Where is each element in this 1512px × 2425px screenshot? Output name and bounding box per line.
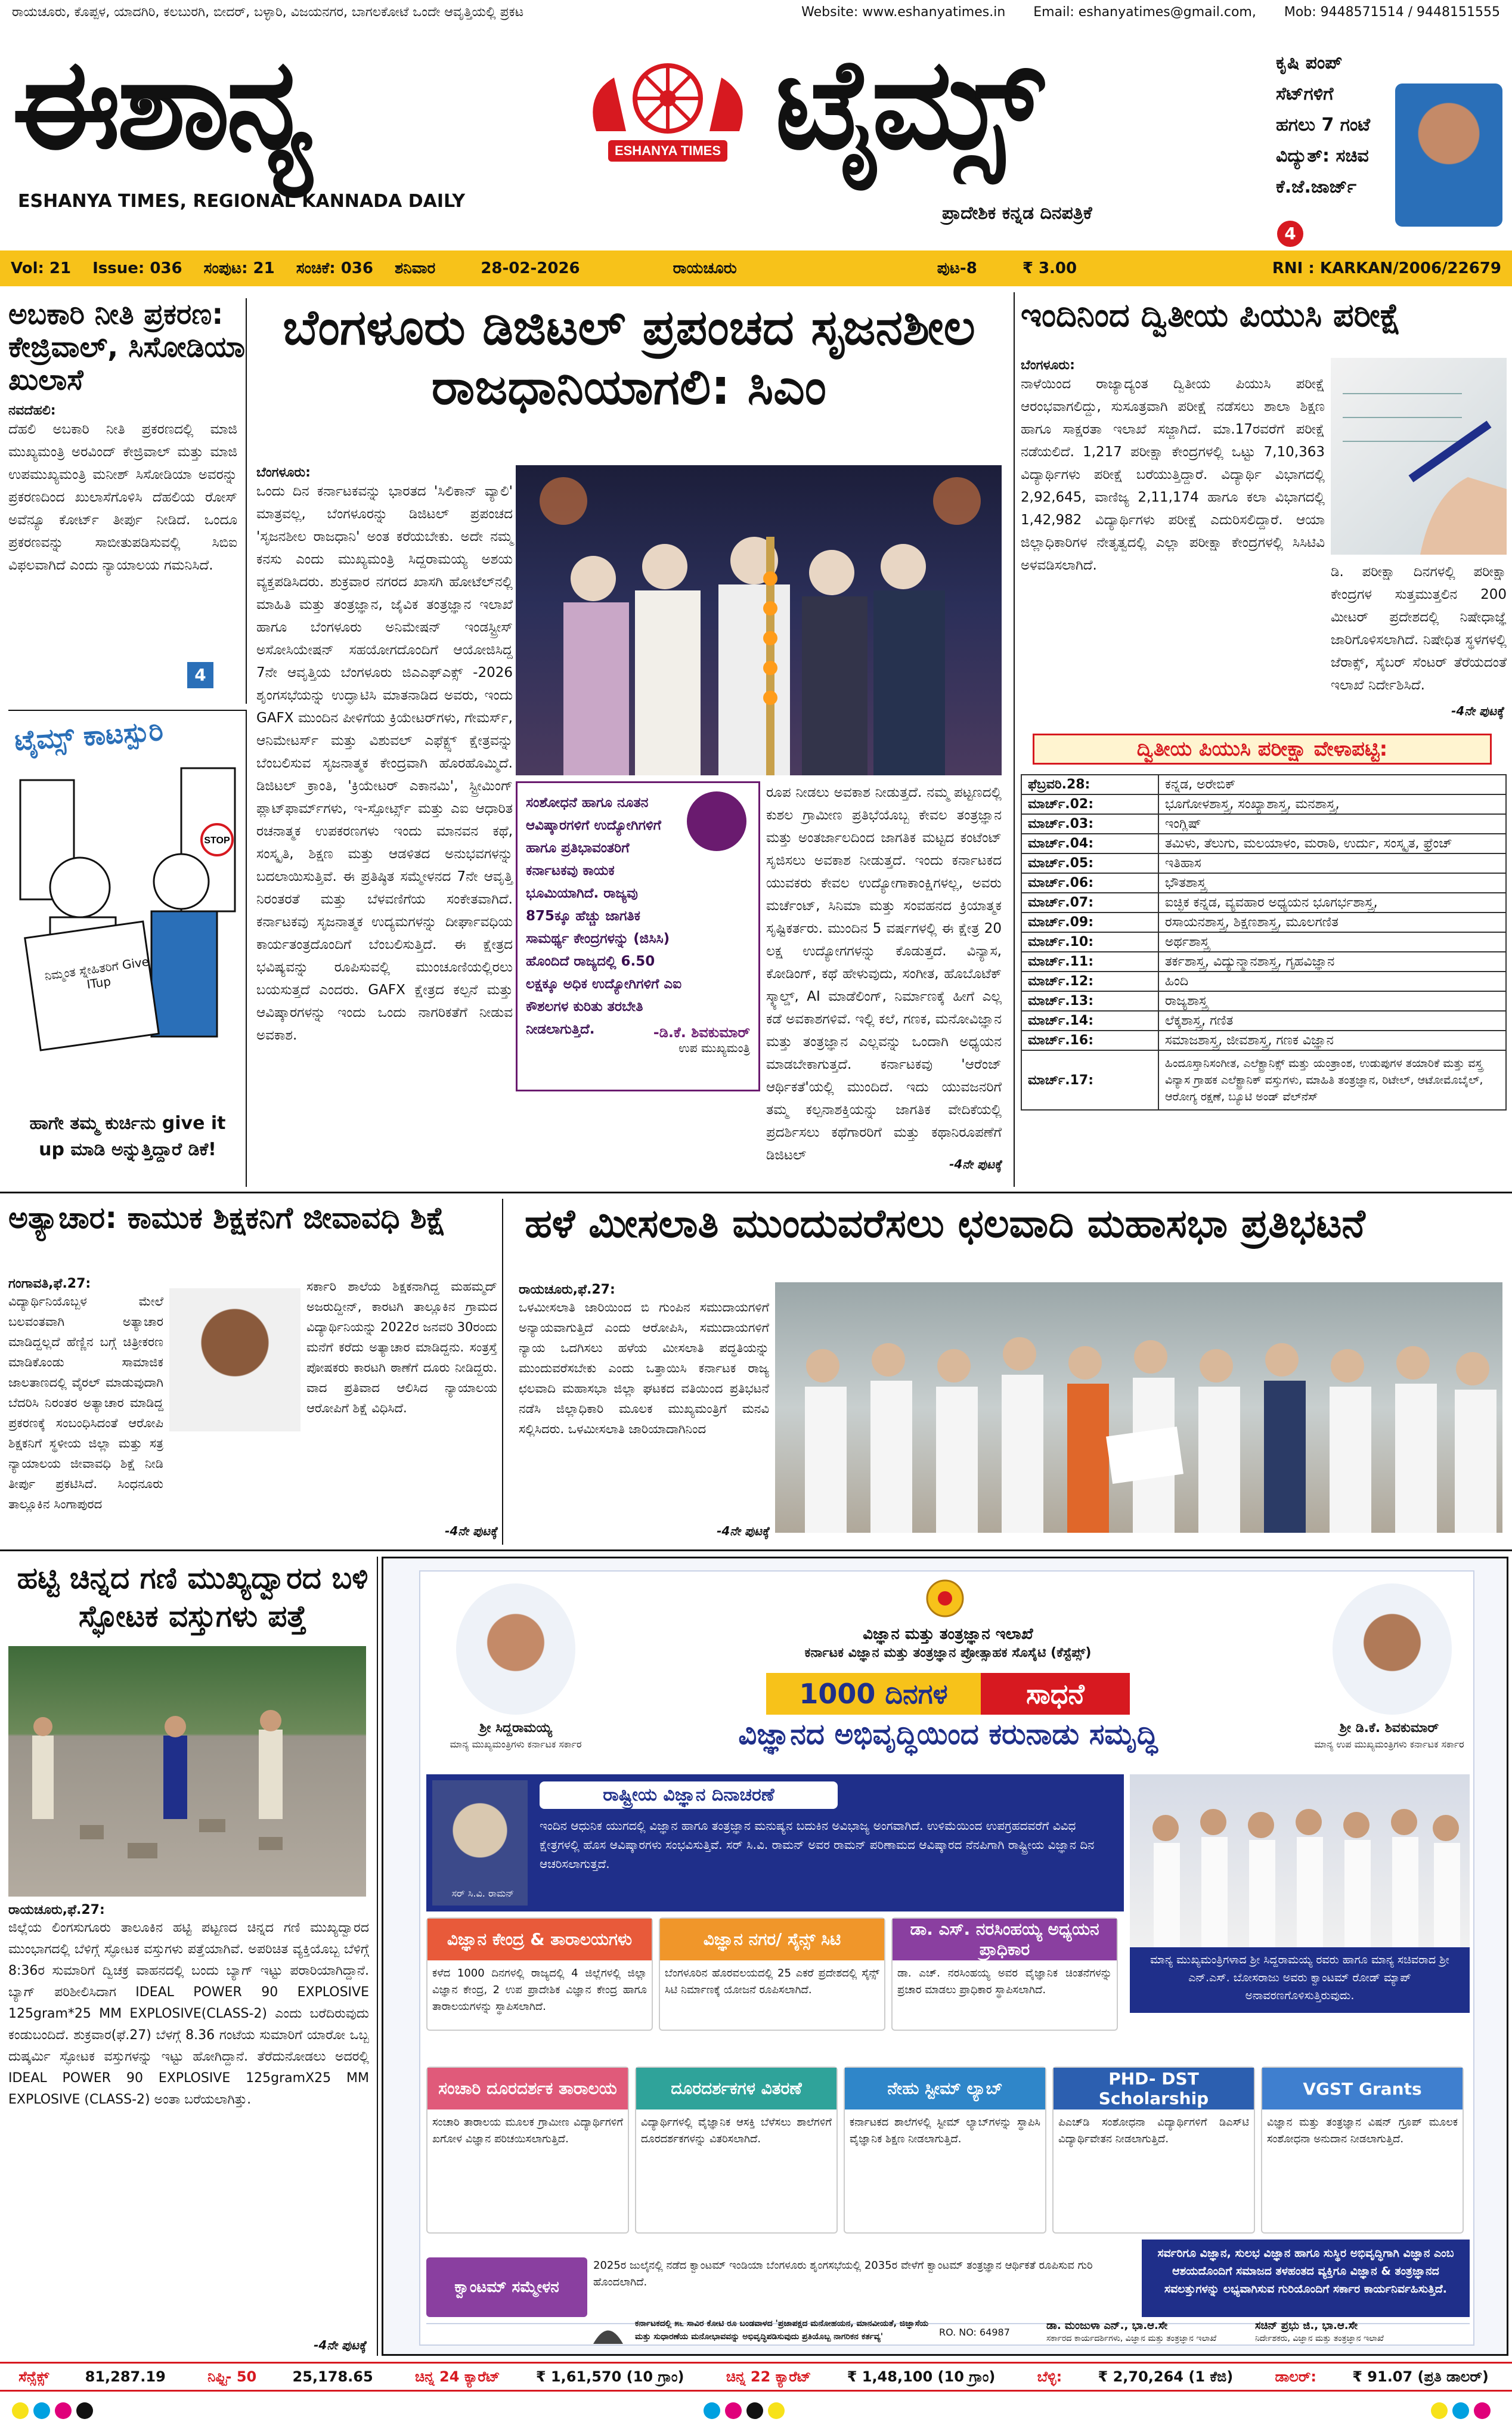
- timetable-row: [1021, 834, 1506, 853]
- rni-text: RNI : KARKAN/2006/22679: [1262, 259, 1512, 277]
- cartoon-title: ಟೈಮ್ಸ್ ಕಾಟಸ್ಪುರಿ: [13, 714, 165, 757]
- ad-frame: [419, 1570, 1474, 2346]
- protest-headline[interactable]: ಹಳೆ ಮೀಸಲಾತಿ ಮುಂದುವರೆಸಲು ಛಲವಾದಿ ಮಹಾಸಭಾ ಪ್ರತಿಭಟನೆ: [525, 1201, 1365, 1246]
- signatory-1-role: ಸರ್ಕಾರದ ಕಾರ್ಯದರ್ಶಿಗಳು, ವಿಜ್ಞಾನ ಮತ್ತು ತಂತ್ರಜ್ಞಾನ ಇಲಾಖೆ: [1046, 2334, 1217, 2343]
- ad-card-body: ಸಂಚಾರಿ ತಾರಾಲಯ ಮೂಲಕ ಗ್ರಾಮೀಣ ವಿದ್ಯಾರ್ಥಿಗಳಿಗೆ ಖಗೋಳ ವಿಜ್ಞಾನ ಪರಿಚಯಿಸಲಾಗುತ್ತಿದೆ.: [432, 2116, 623, 2145]
- timetable-subjects: ಇತಿಹಾಸ: [1158, 853, 1506, 873]
- protest-story[interactable]: [513, 1199, 1508, 1545]
- timetable-subjects: ರಾಜ್ಯಶಾಸ್ತ್ರ: [1158, 991, 1506, 1011]
- left-story[interactable]: [8, 298, 247, 704]
- issue-info-bar: [0, 250, 1512, 286]
- timetable-subjects: ಭೂಗೋಳಶಾಸ್ತ್ರ, ಸಂಖ್ಯಾಶಾಸ್ತ್ರ, ಮನಶಾಸ್ತ್ರ,: [1158, 794, 1506, 814]
- timetable-date: ಮಾರ್ಚ್.13:: [1021, 991, 1158, 1011]
- lead-col1-body: ಒಂದು ದಿನ ಕರ್ನಾಟಕವನ್ನು ಭಾರತದ 'ಸಿಲಿಕಾನ್ ವ್ಯಾಲಿ' ಮಾತ್ರವಲ್ಲ, ಬೆಂಗಳೂರನ್ನು ಡಿಜಿಟಲ್ ಪ್ರಪಂಚದ 'ಸೃಜನಶೀಲ ರಾಜಧಾನಿ' ಅಂತ ಕರೆಯಬೇಕು. ಅದೇ ನಮ್ಮ ಕನಸು ಎಂದು ಮುಖ್ಯಮಂತ್ರಿ ಸಿದ್ದರಾಮಯ್ಯ ಅಶಯ ವ್ಯಕ್ತಪಡಿಸಿದರು. ಶುಕ್ರವಾರ ನಗರದ ಖಾಸಗಿ ಹೋಟೆಲ್‌ನಲ್ಲಿ ಮಾಹಿತಿ ಮತ್ತು ತಂತ್ರಜ್ಞಾನ, ಜೈವಿಕ ತಂತ್ರಜ್ಞಾನ ಇಲಾಖೆ ಹಾಗೂ ಬೆಂಗಳೂರು ಅನಿಮೇಷನ್ ಇಂಡಸ್ಟ್ರೀಸ್ ಅಸೋಸಿಯೇಷನ್ ಸಹಯೋಗದೊಂದಿಗೆ ಆಯೋಜಿಸಿದ್ದ 7ನೇ ಆವೃತ್ತಿಯ ಬೆಂಗಳೂರು ಜಿಎಎಫ್‌ಎಕ್ಸ್ -2026 ಶೃಂಗಸಭೆಯನ್ನು ಉದ್ಘಾಟಿಸಿ ಮಾತನಾಡಿದ ಅವರು, ಇಂದು GAFX ಮುಂದಿನ ಪೀಳಿಗೆಯ ಕ್ರಿಯೇಟರ್‌ಗಳು, ಗೇಮರ್ಸ್, ಆನಿಮೇಟರ್ಸ್ ಮತ್ತು ವಿಶುವಲ್ ಎಫೆಕ್ಟ್ಸ್ ಕ್ಷೇತ್ರವನ್ನು ಬೆಂಬಲಿಸುವ ಸೃಜನಾತ್ಮಕ ಕೇಂದ್ರವಾಗಿ ಹೊರಹೊಮ್ಮಿದೆ. ಡಿಜಿಟಲ್ ಕ್ರಾಂತಿ, 'ಕ್ರಿಯೇಟರ್ ಎಕಾನಮಿ', ಸ್ಟ್ರೀಮಿಂಗ್ ಪ್ಲಾಟ್‌ಫಾರ್ಮ್‌ಗಳು, ಇ-ಸ್ಪೋರ್ಟ್ಸ್ ಮತ್ತು ಎಐ ಆಧಾರಿತ ರಚನಾತ್ಮಕ ಉಪಕರಣಗಳು ಇಂದು ಮಾನವನ ಕಥೆ, ಸಂಸ್ಕೃತಿ, ಶಿಕ್ಷಣ ಮತ್ತು ಆಡಳಿತದ ಅನುಭವಗಳನ್ನು ಬದಲಾಯಿಸುತ್ತಿವೆ. ಈ ಪ್ರತಿಷ್ಠಿತ ಸಮ್ಮೇಳನದ 7ನೇ ಆವೃತ್ತಿ ನಿರಂತರತೆ ಮತ್ತು ಬೆಳವಣಿಗೆಯ ಸಂಕೇತವಾಗಿದೆ. ಕರ್ನಾಟಕವು ಸೃಜನಾತ್ಮಕ ಉದ್ಯಮಗಳನ್ನು ದೀರ್ಘಾವಧಿಯ ಕಾರ್ಯತಂತ್ರದೊಂದಿಗೆ ಬೆಂಬಲಿಸುತ್ತಿದೆ. ಈ ಕ್ಷೇತ್ರದ ಭವಿಷ್ಯವನ್ನು ರೂಪಿಸುವಲ್ಲಿ ಮುಂಚೂಣಿಯಲ್ಲಿರಲು ಬಯಸುತ್ತದೆ ಎಂದರು. GAFX ಕ್ಷೇತ್ರದ ಕಲ್ಪನೆ ಮತ್ತು ಆವಿಷ್ಕಾರಗಳನ್ನು ಇಂದು ಒಂದು ನಾಗರಿಕತೆಗೆ ನೀಡುವ ಅವಕಾಶ.: [256, 484, 513, 1043]
- registration-dot-icon: [76, 2402, 93, 2419]
- ad-card-title: ಸಂಚಾರಿ ದೂರದರ್ಶಕ ತಾರಾಲಯ: [427, 2068, 628, 2109]
- science-day-title: ರಾಷ್ಟ್ರೀಯ ವಿಜ್ಞಾನ ದಿನಾಚರಣೆ: [540, 1781, 838, 1809]
- date-text: 28-02-2026: [481, 259, 580, 277]
- top-strip: [0, 0, 1512, 24]
- lead-col-2: [766, 781, 1002, 1163]
- lead-more-link[interactable]: -4ನೇ ಪುಟಕ್ಕೆ: [949, 1157, 1002, 1171]
- market-value: ₹ 91.07 (ಪ್ರತಿ ಡಾಲರ್): [1352, 2368, 1489, 2385]
- timetable-date: ಮಾರ್ಚ್.06:: [1021, 873, 1158, 893]
- dcm-photo: [1333, 1583, 1452, 1715]
- puc-more-link[interactable]: -4ನೇ ಪುಟಕ್ಕೆ: [1451, 704, 1504, 718]
- timetable-row: [1021, 991, 1506, 1011]
- registration-dot-icon: [746, 2402, 763, 2419]
- side-line: ವಿದ್ಯುತ್: ಸಚಿವ: [1276, 146, 1369, 166]
- left-story-dateline: ನವದೆಹಲಿ:: [8, 403, 56, 418]
- dcm-role: ಮಾನ್ಯ ಉಪ ಮುಖ್ಯಮಂತ್ರಿಗಳು ಕರ್ನಾಟಕ ಸರ್ಕಾರ: [1314, 1739, 1464, 1750]
- blast-dateline: ರಾಯಚೂರು,ಫೆ.27:: [8, 1903, 105, 1917]
- timetable-row: [1021, 775, 1506, 794]
- ad-dept: ವಿಜ್ಞಾನ ಮತ್ತು ತಂತ್ರಜ್ಞಾನ ಇಲಾಖೆ: [863, 1625, 1033, 1643]
- lead-col-1: [256, 465, 513, 1181]
- crime-col-1: [8, 1276, 163, 1539]
- masthead-title-left[interactable]: ಈಶಾನ್ಯ: [12, 31, 310, 177]
- signatory-2: ಸಚಿನ್ ಪ್ರಭು ಜಿ., ಭಾ.ಆ.ಸೇ: [1255, 2319, 1358, 2332]
- cartoon-illustration: [8, 756, 247, 1090]
- ad-card: [891, 1917, 1118, 2031]
- quantum-photo-caption: ಮಾನ್ಯ ಮುಖ್ಯಮಂತ್ರಿಗಳಾದ ಶ್ರೀ ಸಿದ್ದರಾಮಯ್ಯ ರವರು ಹಾಗೂ ಮಾನ್ಯ ಸಚಿವರಾದ ಶ್ರೀ ಎನ್.ಎಸ್. ಬೋಸರಾಜು ಅವರು ಕ್ವಾಂಟಮ್ ರೋಡ್ ಮ್ಯಾಪ್ ಅನಾವರಣಗೊಳಿಸುತ್ತಿರುವುದು.: [1130, 1947, 1470, 2013]
- lead-quote-by: -ಡಿ.ಕೆ. ಶಿವಕುಮಾರ್: [653, 1024, 750, 1041]
- timetable-row: [1021, 1011, 1506, 1031]
- section-divider: [0, 1549, 1512, 1551]
- chariot-wheel-emblem-icon: [572, 42, 763, 185]
- page-ref-badge[interactable]: 4: [1277, 221, 1303, 247]
- cartoon-caption: ಹಾಗೇ ತಮ್ಮ ಕುರ್ಚಿನು give it up ಮಾಡಿ ಅನ್ನುತ್ತಿದ್ದಾರೆ ಡಿಕೆ!: [29, 1113, 226, 1160]
- timetable-date: ಫೆಬ್ರವರಿ.28:: [1021, 775, 1158, 794]
- market-label: ಬೆಳ್ಳಿ:: [1037, 2368, 1062, 2385]
- crime-story[interactable]: [8, 1199, 503, 1545]
- puc-col-1: [1021, 358, 1325, 710]
- blast-col: [8, 1903, 369, 2344]
- blast-more-link[interactable]: -4ನೇ ಪುಟಕ್ಕೆ: [314, 2338, 366, 2352]
- ad-society: ಕರ್ನಾಟಕ ವಿಜ್ಞಾನ ಮತ್ತು ತಂತ್ರಜ್ಞಾನ ಪ್ರೋತ್ಸಾಹಕ ಸೊಸೈಟಿ (ಕೆಸ್ಟೆಪ್ಸ್): [804, 1645, 1092, 1660]
- ad-card-title: ನೇಹು ಸ್ಟೀಮ್ ಲ್ಯಾಬ್: [845, 2068, 1045, 2109]
- registration-dot-icon: [55, 2402, 72, 2419]
- emblem-icon: [587, 2317, 629, 2347]
- lead-story[interactable]: [250, 292, 1008, 1187]
- ad-card-body: ಡಾ. ಎಚ್. ನರಸಿಂಹಯ್ಯ ಅವರ ವೈಜ್ಞಾನಿಕ ಚಿಂತನೆಗಳನ್ನು ಪ್ರಚಾರ ಮಾಡಲು ಪ್ರಾಧಿಕಾರ ಸ್ಥಾಪಿಸಲಾಗಿದೆ.: [897, 1967, 1112, 1996]
- ad-footer-note: ಕರ್ನಾಟಕದಲ್ಲಿ ೫೬ ಸಾವಿರ ಕೋಟಿ ರೂ ಬಂಡವಾಳದ 'ಪ್ರಜಾಪಕ್ಷದ ಮನೋಹಯನ, ಮಾನವೀಯತೆ, ಜಿಜ್ಞಾಸೆಯ ಮತ್ತು ಸುಧಾರಣೆಯ ಮನೋಭಾವವನ್ನು ಅಭಿವೃದ್ಧಿಪಡಿಸುವುದು ಪ್ರತಿಯೊಬ್ಬ ನಾಗರಿಕನ ಕರ್ತವ್ಯ': [635, 2319, 929, 2342]
- ad-banner-a: 1000 ದಿನಗಳ: [766, 1673, 981, 1715]
- market-value: ₹ 1,61,570 (10 ಗ್ರಾಂ): [535, 2368, 684, 2385]
- puc-story[interactable]: [1014, 292, 1508, 1187]
- lead-quote-role: ಉಪ ಮುಖ್ಯಮಂತ್ರಿ: [678, 1041, 750, 1055]
- puc-body-2: ಡಿ. ಪರೀಕ್ಷಾ ದಿನಗಳಲ್ಲಿ ಪರೀಕ್ಷಾ ಕೇಂದ್ರಗಳ ಸುತ್ತಮುತ್ತಲಿನ 200 ಮೀಟರ್ ಪ್ರದೇಶದಲ್ಲಿ ನಿಷೇಧಾಜ್ಞೆ ಜಾರಿಗೊಳಿಸಲಾಗಿದೆ. ನಿಷೇಧಿತ ಸ್ಥಳಗಳಲ್ಲಿ ಜೆರಾಕ್ಸ್, ಸೈಬರ್ ಸೆಂಟರ್ ತೆರೆಯದಂತೆ ಇಲಾಖೆ ನಿರ್ದೇಶಿಸಿದೆ.: [1331, 564, 1507, 693]
- stop-sign: STOP: [204, 836, 230, 846]
- dcm-name: ಶ್ರೀ ಡಿ.ಕೆ. ಶಿವಕುಮಾರ್: [1339, 1721, 1439, 1736]
- market-label: ಚಿನ್ನ 24 ಕ್ಯಾರೆಟ್: [414, 2368, 500, 2385]
- ad-card-body: ವಿಜ್ಞಾನ ಮತ್ತು ತಂತ್ರಜ್ಞಾನ ವಿಷನ್ ಗ್ರೂಪ್ ಮೂಲಕ ಸಂಶೋಧನಾ ಅನುದಾನ ನೀಡಲಾಗುತ್ತಿದೆ.: [1267, 2116, 1458, 2145]
- ad-card-title: ದೂರದರ್ಶಕಗಳ ವಿತರಣೆ: [636, 2068, 836, 2109]
- protest-photo[interactable]: [775, 1282, 1502, 1533]
- puc-timetable: [1021, 774, 1507, 1111]
- email-link[interactable]: Email: eshanyatimes@gmail.com,: [1033, 4, 1256, 20]
- puc-dateline: ಬೆಂಗಳೂರು:: [1021, 358, 1075, 373]
- puc-table-title: ದ್ವಿತೀಯ ಪಿಯುಸಿ ಪರೀಕ್ಷಾ ವೇಳಾಪಟ್ಟಿ:: [1033, 734, 1492, 765]
- ad-card: [844, 2067, 1046, 2234]
- timetable-row: [1021, 1050, 1506, 1110]
- timetable-subjects: ಭೌತಶಾಸ್ತ್ರ: [1158, 873, 1506, 893]
- ad-card: [1261, 2067, 1464, 2234]
- ad-tagline: ವಿಜ್ಞಾನದ ಅಭಿವೃದ್ಧಿಯಿಂದ ಕರುನಾಡು ಸಮೃದ್ಧಿ: [738, 1718, 1158, 1751]
- timetable-date: ಮಾರ್ಚ್.05:: [1021, 853, 1158, 873]
- side-line: ಕೃಷಿ ಪಂಪ್: [1276, 52, 1343, 73]
- timetable-subjects: ತಮಿಳು, ತೆಲುಗು, ಮಲಯಾಳಂ, ಮರಾಠಿ, ಉರ್ದು, ಸಂಸ್ಕೃತ, ಫ್ರೆಂಚ್: [1158, 834, 1506, 853]
- timetable-row: [1021, 952, 1506, 972]
- timetable-subjects: ಹಿಂದಿ: [1158, 972, 1506, 991]
- side-teaser[interactable]: [1276, 48, 1502, 243]
- ad-card: [659, 1917, 885, 2031]
- side-teaser-text: [1276, 48, 1407, 203]
- ad-card-title: ಡಾ. ಎಸ್. ನರಸಿಂಹಯ್ಯ ಅಧ್ಯಯನ ಪ್ರಾಧಿಕಾರ: [893, 1919, 1117, 1960]
- protest-body: ಒಳಮೀಸಲಾತಿ ಜಾರಿಯಿಂದ ಬಿ ಗುಂಪಿನ ಸಮುದಾಯಗಳಿಗೆ ಅನ್ಯಾಯವಾಗುತ್ತಿದೆ ಎಂದು ಆರೋಪಿಸಿ, ಸಮುದಾಯಗಳಿಗೆ ನ್ಯಾಯ ಒದಗಿಸಲು ಹಳೆಯ ಮೀಸಲಾತಿ ಪದ್ಧತಿಯನ್ನು ಮುಂದುವರೆಸಬೇಕು ಎಂದು ಒತ್ತಾಯಿಸಿ ಕರ್ನಾಟಕ ರಾಜ್ಯ ಛಲವಾದಿ ಮಹಾಸಭಾ ಜಿಲ್ಲಾ ಘಟಕದ ವತಿಯಿಂದ ಪ್ರತಿಭಟನೆ ನಡೆಸಿ ಜಿಲ್ಲಾಧಿಕಾರಿ ಮೂಲಕ ಮುಖ್ಯಮಂತ್ರಿಗೆ ಮನವಿ ಸಲ್ಲಿಸಿದರು. ಒಳಮೀಸಲಾತಿ ಜಾರಿಯಾದಾಗಿನಿಂದ: [519, 1300, 769, 1436]
- market-label: ಡಾಲರ್:: [1275, 2368, 1316, 2385]
- print-registration-marks: [0, 2398, 1512, 2425]
- left-story-page-ref[interactable]: 4: [187, 662, 213, 688]
- day-text: ಶನಿವಾರ: [394, 259, 436, 277]
- quantum-launch-photo: [1130, 1774, 1470, 1947]
- lead-quote-text: ಸಂಶೋಧನೆ ಹಾಗೂ ನೂತನ ಆವಿಷ್ಕಾರಗಳಿಗೆ ಉದ್ಯೋಗಿಗಳಿಗೆ ಹಾಗೂ ಪ್ರತಿಭಾವಂತರಿಗೆ ಕರ್ನಾಟಕವು ಕಾಯಕ ಭೂಮಿಯಾಗಿದೆ. ರಾಜ್ಯವು 875ಕ್ಕೂ ಹೆಚ್ಚು ಜಾಗತಿಕ ಸಾಮರ್ಥ್ಯ ಕೇಂದ್ರಗಳನ್ನು (ಜಿಸಿಸಿ) ಹೊಂದಿದೆ ರಾಜ್ಯದಲ್ಲಿ 6.50 ಲಕ್ಷಕ್ಕೂ ಅಧಿಕ ಉದ್ಯೋಗಿಗಳಿಗೆ ಎಐ ಕೌಶಲಗಳ ಕುರಿತು ತರಬೇತಿ ನೀಡಲಾಗುತ್ತಿದೆ.: [526, 795, 682, 1037]
- market-ticker: [0, 2362, 1512, 2392]
- ad-card-body: ಪಿಎಚ್‌ಡಿ ಸಂಶೋಧನಾ ವಿದ್ಯಾರ್ಥಿಗಳಿಗೆ ಡಿಎಸ್‌ಟಿ ವಿದ್ಯಾರ್ಥಿವೇತನ ನೀಡಲಾಗುತ್ತಿದೆ.: [1058, 2116, 1249, 2145]
- side-line: ಸೆಟ್‌ಗಳಿಗೆ: [1276, 83, 1334, 104]
- ad-card: [1052, 2067, 1255, 2234]
- exam-writing-photo: [1331, 358, 1507, 555]
- market-value: 81,287.19: [85, 2368, 166, 2385]
- karnataka-seal-icon: [921, 1578, 969, 1619]
- puc-body-1: ನಾಳೆಯಿಂದ ರಾಜ್ಯಾದ್ಯಂತ ದ್ವಿತೀಯ ಪಿಯುಸಿ ಪರೀಕ್ಷೆ ಆರಂಭವಾಗಲಿದ್ದು, ಸುಸೂತ್ರವಾಗಿ ಪರೀಕ್ಷೆ ನಡೆಸಲು ಶಾಲಾ ಶಿಕ್ಷಣ ಹಾಗೂ ಸಾಕ್ಷರತಾ ಇಲಾಖೆ ಸಜ್ಜಾಗಿದೆ. ಮಾ.17ರವರೆಗೆ ಪರೀಕ್ಷೆ ನಡೆಯಲಿದೆ. 1,217 ಪರೀಕ್ಷಾ ಕೇಂದ್ರಗಳಲ್ಲಿ ಒಟ್ಟು 7,10,363 ವಿದ್ಯಾರ್ಥಿಗಳು ಪರೀಕ್ಷೆ ಬರೆಯುತ್ತಿದ್ದಾರೆ. ವಿದ್ಯಾರ್ಥಿ ವಿಭಾಗದಲ್ಲಿ 2,92,645, ವಾಣಿಜ್ಯ 2,11,174 ಹಾಗೂ ಕಲಾ ವಿಭಾಗದಲ್ಲಿ 1,42,982 ವಿದ್ಯಾರ್ಥಿಗಳು ಪರೀಕ್ಷೆ ಎದುರಿಸಲಿದ್ದಾರೆ. ಆಯಾ ಜಿಲ್ಲಾಧಿಕಾರಿಗಳ ನೇತೃತ್ವದಲ್ಲಿ ಎಲ್ಲಾ ಪರೀಕ್ಷಾ ಕೇಂದ್ರಗಳಲ್ಲಿ ಸಿಸಿಟಿವಿ ಅಳವಡಿಸಲಾಗಿದೆ.: [1021, 376, 1325, 573]
- market-value: 25,178.65: [292, 2368, 373, 2385]
- crime-dateline: ಗಂಗಾವತಿ,ಫೆ.27:: [8, 1276, 91, 1291]
- vol-text: Vol: 21: [11, 259, 72, 277]
- protest-more-link[interactable]: -4ನೇ ಪುಟಕ್ಕೆ: [717, 1524, 769, 1538]
- masthead-title-right[interactable]: ಟೈಮ್ಸ್: [775, 31, 1040, 177]
- ad-ro-number: RO. NO: 64987: [939, 2327, 1010, 2338]
- timetable-row: [1021, 873, 1506, 893]
- govt-science-ad[interactable]: [382, 1557, 1508, 2356]
- timetable-row: [1021, 972, 1506, 991]
- timetable-subjects: ಲೆಕ್ಕಶಾಸ್ತ್ರ, ಗಣಿತ: [1158, 1011, 1506, 1031]
- quantum-body: 2025ರ ಜುಲೈನಲ್ಲಿ ನಡೆದ ಕ್ವಾಂಟಮ್ ಇಂಡಿಯಾ ಬೆಂಗಳೂರು ಶೃಂಗಸಭೆಯಲ್ಲಿ 2035ರ ವೇಳೆಗೆ ಕ್ವಾಂಟಮ್ ತಂತ್ರಜ್ಞಾನ ಆರ್ಥಿಕತೆ ರೂಪಿಸುವ ಗುರಿ ಹೊಂದಲಾಗಿದೆ.: [593, 2259, 1093, 2288]
- puc-headline[interactable]: ಇಂದಿನಿಂದ ದ್ವಿತೀಯ ಪಿಯುಸಿ ಪರೀಕ್ಷೆ: [1021, 296, 1401, 334]
- lead-headline[interactable]: ಬೆಂಗಳೂರು ಡಿಜಿಟಲ್ ಪ್ರಪಂಚದ ಸೃಜನಶೀಲ ರಾಜಧಾನಿಯಾಗಲಿ: ಸಿಎಂ: [283, 299, 975, 416]
- section-divider: [0, 1192, 1512, 1193]
- signatory-1: ಡಾ. ಮಂಜುಳಾ ಎನ್., ಭಾ.ಆ.ಸೇ: [1046, 2319, 1168, 2332]
- timetable-date: ಮಾರ್ಚ್.03:: [1021, 814, 1158, 834]
- science-day-block: [426, 1774, 1124, 1911]
- timetable-subjects: ಅರ್ಥಶಾಸ್ತ್ರ: [1158, 932, 1506, 952]
- lead-col2-body: ರೂಪ ನೀಡಲು ಅವಕಾಶ ನೀಡುತ್ತದೆ. ನಮ್ಮ ಪಟ್ಟಣದಲ್ಲಿ ಕುಶಲ ಗ್ರಾಮೀಣ ಪ್ರತಿಭೆಯೊಬ್ಬ ಕೇವಲ ತಂತ್ರಜ್ಞಾನ ಮತ್ತು ಅಂತರ್ಜಾಲದಿಂದ ಜಾಗತಿಕ ಮಟ್ಟದ ಕಂಟೆಂಟ್ ಸೃಜಿಸಲು ಅವಕಾಶ ನೀಡುತ್ತದೆ. ಇಂದು ಕರ್ನಾಟಕದ ಯುವಕರು ಕೇವಲ ಉದ್ಯೋಗಾಕಾಂಕ್ಷಿಗಳಲ್ಲ, ಅವರು ಮರ್ಚೆಂಟ್, ಸಿನಿಮಾ ಮತ್ತು ಸಂವಹನದ ಕ್ರಿಯಾತ್ಮಕ ಸೃಷ್ಟಿಕರ್ತರು. ಮುಂದಿನ 5 ವರ್ಷಗಳಲ್ಲಿ ಈ ಕ್ಷೇತ್ರ 20 ಲಕ್ಷ ಉದ್ಯೋಗಗಳನ್ನು ಕೊಡುತ್ತದೆ. ವಿನ್ಯಾಸ, ಕೋಡಿಂಗ್, ಕಥೆ ಹೇಳುವುದು, ಸಂಗೀತ, ಹೊಬೊಟೆಕ್ ಸ್ಕ್ಯಾಲ್ಡ್, AI ಮಾಡೆಲಿಂಗ್, ನಿರ್ಮಾಣಕ್ಕೆ ಹೀಗೆ ಎಲ್ಲ ಕಡೆ ಅವಕಾಶಗಳಿವೆ. ಇಲ್ಲಿ ಕಲೆ, ಗಣಕ, ಮನೋವಿಜ್ಞಾನ ಮತ್ತು ತಂತ್ರಜ್ಞಾನ ಎಲ್ಲವನ್ನು ಒಂದಾಗಿ ಅಧ್ಯಯನ ಮಾಡಬೇಕಾಗುತ್ತದೆ. ಕರ್ನಾಟಕವು 'ಆರೆಂಜ್ ಆರ್ಥಿಕತೆ'ಯಲ್ಲಿ ಮುಂದಿದೆ. ಇದು ಯುವಜನರಿಗೆ ತಮ್ಮ ಕಲ್ಪನಾಶಕ್ತಿಯನ್ನು ಜಾಗತಿಕ ವೇದಿಕೆಯಲ್ಲಿ ಪ್ರದರ್ಶಿಸಲು ಕಥೆಗಾರರಿಗೆ ಮತ್ತು ಕಥಾನಿರೂಪಣೆಗೆ ಡಿಜಿಟಲ್: [766, 785, 1002, 1163]
- timetable-row: [1021, 853, 1506, 873]
- place-text: ರಾಯಚೂರು: [673, 259, 737, 277]
- timetable-date: ಮಾರ್ಚ್.10:: [1021, 932, 1158, 952]
- lead-photo[interactable]: [516, 465, 1002, 775]
- registration-dot-icon: [12, 2402, 29, 2419]
- sanchike-text: ಸಂಚಿಕೆ: 036: [296, 259, 373, 277]
- crime-col-2: [306, 1276, 497, 1539]
- left-story-body: ದೆಹಲಿ ಅಬಕಾರಿ ನೀತಿ ಪ್ರಕರಣದಲ್ಲಿ ಮಾಜಿ ಮುಖ್ಯಮಂತ್ರಿ ಅರವಿಂದ್ ಕೇಜ್ರಿವಾಲ್ ಮತ್ತು ಮಾಜಿ ಉಪಮುಖ್ಯಮಂತ್ರಿ ಮನೀಶ್ ಸಿಸೋಡಿಯಾ ಅವರನ್ನು ಪ್ರಕರಣದಿಂದ ಖುಲಾಸೆಗೊಳಿಸಿ ದೆಹಲಿಯ ರೋಸ್ ಅವೆನ್ಯೂ ಕೋರ್ಟ್ ತೀರ್ಪು ನೀಡಿದೆ. ಒಂದೂ ಪ್ರಕರಣವನ್ನು ಸಾಬೀತುಪಡಿಸುವಲ್ಲಿ ಸಿಬಿಐ ವಿಫಲವಾಗಿದೆ ಎಂದು ನ್ಯಾಯಾಲಯ ಗಮನಿಸಿದೆ.: [8, 421, 237, 573]
- cm-photo: [456, 1583, 575, 1715]
- registration-dot-icon: [1474, 2402, 1491, 2419]
- lead-quote-box: [516, 781, 760, 1091]
- ad-card: [635, 2067, 838, 2234]
- crime-headline[interactable]: ಅತ್ಯಾಚಾರ: ಕಾಮುಕ ಶಿಕ್ಷಕನಿಗೆ ಜೀವಾವಧಿ ಶಿಕ್ಷೆ: [8, 1201, 446, 1235]
- timetable-subjects: ಸಮಾಜಶಾಸ್ತ್ರ, ಜೀವಶಾಸ್ತ್ರ, ಗಣಕ ವಿಜ್ಞಾನ: [1158, 1031, 1506, 1050]
- timetable-subjects: ಕನ್ನಡ, ಅರೇಬಿಕ್: [1158, 775, 1506, 794]
- protest-dateline: ರಾಯಚೂರು,ಫೆ.27:: [519, 1282, 615, 1297]
- timetable-date: ಮಾರ್ಚ್.11:: [1021, 952, 1158, 972]
- ad-card-title: ವಿಜ್ಞಾನ ಕೇಂದ್ರ & ತಾರಾಲಯಗಳು: [427, 1919, 652, 1960]
- timetable-date: ಮಾರ್ಚ್.14:: [1021, 1011, 1158, 1031]
- ad-card-title: PHD- DST Scholarship: [1054, 2068, 1254, 2109]
- blast-body: ಜಿಲ್ಲೆಯ ಲಿಂಗಸುಗೂರು ತಾಲೂಕಿನ ಹಟ್ಟಿ ಪಟ್ಟಣದ ಚಿನ್ನದ ಗಣಿ ಮುಖ್ಯದ್ವಾರದ ಮುಂಭಾಗದಲ್ಲಿ ಬೆಳಿಗ್ಗೆ ಸ್ಫೋಟಕ ವಸ್ತುಗಳು ಪತ್ತೆಯಾಗಿವೆ. ಅಪರಿಚಿತ ವ್ಯಕ್ತಿಯೊಬ್ಬ ಬೆಳಿಗ್ಗೆ 8:36ರ ಸುಮಾರಿಗೆ ದ್ವಿಚಕ್ರ ವಾಹನದಲ್ಲಿ ಬಂದು ಬ್ಯಾಗ್ ಇಟ್ಟು ಪರಾರಿಯಾಗಿದ್ದಾನೆ. ಬ್ಯಾಗ್ ಪರಿಶೀಲಿಸಿದಾಗ IDEAL POWER 90 EXPLOSIVE 125gram*25 MM EXPLOSIVE(CLASS-2) ಎಂದು ಬರೆದಿರುವುದು ಕಂಡುಬಂದಿದೆ. ಶುಕ್ರವಾರ(ಫೆ.27) ಬೆಳಗ್ಗೆ 8.36 ಗಂಟೆಯ ಸುಮಾರಿಗೆ ಯಾರೋ ಒಬ್ಬ ದುಷ್ಕರ್ಮಿ ಸ್ಫೋಟಕ ವಸ್ತುಗಳನ್ನು ಇಟ್ಟು ಹೋಗಿದ್ದಾನೆ. ತೆರೆದುನೋಡಲು ಅದರಲ್ಲಿ IDEAL POWER 90 EXPLOSIVE 125gramX25 MM EXPLOSIVE (CLASS-2) ಅಂತಾ ಬರೆಯಲಾಗಿತ್ತು.: [8, 1920, 369, 2107]
- masthead-subtitle-kn: ಪ್ರಾದೇಶಿಕ ಕನ್ನಡ ದಿನಪತ್ರಿಕೆ: [942, 203, 1092, 224]
- registration-dot-icon: [33, 2402, 50, 2419]
- ad-card-title: ವಿಜ್ಞಾನ ನಗರ/ ಸೈನ್ಸ್ ಸಿಟಿ: [660, 1919, 884, 1960]
- registration-dot-icon: [1431, 2402, 1448, 2419]
- cm-name: ಶ್ರೀ ಸಿದ್ದರಾಮಯ್ಯ: [479, 1721, 552, 1736]
- registration-dot-icon: [704, 2402, 720, 2419]
- ad-card-body: ಕರ್ನಾಟಕದ ಶಾಲೆಗಳಲ್ಲಿ ಸ್ಟೀಮ್ ಲ್ಯಾಬ್‌ಗಳನ್ನು ಸ್ಥಾಪಿಸಿ ವೈಜ್ಞಾನಿಕ ಶಿಕ್ಷಣ ನೀಡಲಾಗುತ್ತಿದೆ.: [850, 2116, 1040, 2145]
- ad-card-title: VGST Grants: [1262, 2068, 1463, 2109]
- registration-dot-icon: [725, 2402, 742, 2419]
- timetable-date: ಮಾರ್ಚ್.16:: [1021, 1031, 1158, 1050]
- lead-dateline: ಬೆಂಗಳೂರು:: [256, 465, 311, 480]
- timetable-row: [1021, 932, 1506, 952]
- timetable-row: [1021, 814, 1506, 834]
- ad-card-body: ಬೆಂಗಳೂರಿನ ಹೊರವಲಯದಲ್ಲಿ 25 ಎಕರೆ ಪ್ರದೇಶದಲ್ಲಿ ಸೈನ್ಸ್ ಸಿಟಿ ನಿರ್ಮಾಣಕ್ಕೆ ಯೋಜನೆ ರೂಪಿಸಲಾಗಿದೆ.: [665, 1967, 879, 1996]
- crime-body-2: ಸರ್ಕಾರಿ ಶಾಲೆಯ ಶಿಕ್ಷಕನಾಗಿದ್ದ ಮಹಮ್ಮದ್ ಅಜರುದ್ದೀನ್, ಕಾರಟಗಿ ತಾಲ್ಲೂಕಿನ ಗ್ರಾಮದ ವಿದ್ಯಾರ್ಥಿನಿಯನ್ನು 2022ರ ಜನವರಿ 30ರಂದು ಮನೆಗೆ ಕರೆದು ಅತ್ಯಾಚಾರ ಮಾಡಿದ್ದನು. ಸಂತ್ರಸ್ತೆ ಪೋಷಕರು ಕಾರಟಗಿ ಠಾಣೆಗೆ ದೂರು ನೀಡಿದ್ದರು. ವಾದ ಪ್ರತಿವಾದ ಆಲಿಸಿದ ನ್ಯಾಯಾಲಯ ಆರೋಪಿಗೆ ಶಿಕ್ಷೆ ವಿಧಿಸಿದೆ.: [306, 1279, 497, 1415]
- mobile-text: Mob: 9448571514 / 9448151555: [1284, 4, 1500, 20]
- ad-card-body: ಕಳೆದ 1000 ದಿನಗಳಲ್ಲಿ ರಾಜ್ಯದಲ್ಲಿ 4 ಜಿಲ್ಲೆಗಳಲ್ಲಿ ಜಿಲ್ಲಾ ವಿಜ್ಞಾನ ಕೇಂದ್ರ, 2 ಉಪ ಪ್ರಾದೇಶಿಕ ವಿಜ್ಞಾನ ಕೇಂದ್ರ ಹಾಗೂ ತಾರಾಲಯಗಳನ್ನು ಸ್ಥಾಪಿಸಲಾಗಿದೆ.: [432, 1967, 647, 2013]
- minister-photo: [1395, 83, 1502, 227]
- registration-dot-icon: [1452, 2402, 1469, 2419]
- timetable-row: [1021, 794, 1506, 814]
- cm-role: ಮಾನ್ಯ ಮುಖ್ಯಮಂತ್ರಿಗಳು ಕರ್ನಾಟಕ ಸರ್ಕಾರ: [450, 1739, 582, 1750]
- timetable-date: ಮಾರ್ಚ್.04:: [1021, 834, 1158, 853]
- left-story-headline[interactable]: ಅಬಕಾರಿ ನೀತಿ ಪ್ರಕರಣ: ಕೇಜ್ರಿವಾಲ್, ಸಿಸೋಡಿಯಾ ಖುಲಾಸೆ: [8, 298, 246, 397]
- cartoon-bubble: ನಿಮ್ಮಂತ ಸ್ನೇಹಿತರಿಗೆ Give ITup: [44, 954, 150, 992]
- timetable-subjects: ರಸಾಯನಶಾಸ್ತ್ರ, ಶಿಕ್ಷಣಶಾಸ್ತ್ರ, ಮೂಲಗಣಿತ: [1158, 913, 1506, 932]
- timetable-subjects: ಐಚ್ಛಿಕ ಕನ್ನಡ, ವ್ಯವಹಾರ ಅಧ್ಯಯನ ಭೂಗರ್ಭಶಾಸ್ತ್ರ,: [1158, 893, 1506, 913]
- blast-site-photo[interactable]: [8, 1646, 366, 1897]
- website-link[interactable]: Website: www.eshanyatimes.in: [801, 4, 1006, 20]
- quote-portrait: [687, 791, 746, 851]
- timetable-date: ಮಾರ್ಚ್.12:: [1021, 972, 1158, 991]
- masthead-subtitle-en: ESHANYA TIMES, REGIONAL KANNADA DAILY: [18, 191, 466, 212]
- blast-story[interactable]: [8, 1557, 378, 2356]
- market-value: ₹ 1,48,100 (10 ಗ್ರಾಂ): [847, 2368, 996, 2385]
- timetable-date: ಮಾರ್ಚ್.17:: [1021, 1050, 1158, 1110]
- accused-photo: [169, 1288, 300, 1431]
- sampu-text: ಸಂಪುಟ: 21: [203, 259, 275, 277]
- blast-headline[interactable]: ಹಟ್ಟಿ ಚಿನ್ನದ ಗಣಿ ಮುಖ್ಯದ್ವಾರದ ಬಳಿ ಸ್ಫೋಟಕ ವಸ್ತುಗಳು ಪತ್ತೆ: [17, 1561, 368, 1634]
- crime-more-link[interactable]: -4ನೇ ಪುಟಕ್ಕೆ: [445, 1524, 497, 1538]
- timetable-row: [1021, 1031, 1506, 1050]
- market-label: ಸೆನ್ಸೆಕ್ಸ್: [18, 2368, 49, 2385]
- timetable-subjects: ತರ್ಕಶಾಸ್ತ್ರ, ವಿದ್ಯುನ್ಮಾನಶಾಸ್ತ್ರ, ಗೃಹವಿಜ್ಞಾನ: [1158, 952, 1506, 972]
- market-value: ₹ 2,70,264 (1 ಕೆಜಿ): [1098, 2368, 1234, 2385]
- timetable-row: [1021, 913, 1506, 932]
- ad-card: [426, 1917, 653, 2031]
- closing-message: ಸರ್ವರಿಗೂ ವಿಜ್ಞಾನ, ಸುಲಭ ವಿಜ್ಞಾನ ಹಾಗೂ ಸುಸ್ಥಿರ ಅಭಿವೃದ್ಧಿಗಾಗಿ ವಿಜ್ಞಾನ ಎಂಬ ಆಶಯದೊಂದಿಗೆ ಸಮಾಜದ ತಳಹಂತದ ವ್ಯಕ್ತಿಗೂ ವಿಜ್ಞಾನ & ತಂತ್ರಜ್ಞಾನದ ಸವಲತ್ತುಗಳನ್ನು ಲಭ್ಯವಾಗಿಸುವ ಗುರಿಯೊಂದಿಗೆ ಸರ್ಕಾರ ಕಾರ್ಯನಿರ್ವಹಿಸುತ್ತಿದೆ.: [1142, 2240, 1470, 2317]
- distribution-text: ರಾಯಚೂರು, ಕೊಪ್ಪಳ, ಯಾದಗಿರಿ, ಕಲಬುರಗಿ, ಬೀದರ್, ಬಳ್ಳಾರಿ, ವಿಜಯನಗರ, ಬಾಗಲಕೋಟೆ ಒಂದೇ ಆವೃತ್ತಿಯಲ್ಲಿ ಪ್ರಕಟ: [12, 4, 524, 20]
- timetable-date: ಮಾರ್ಚ್.09:: [1021, 913, 1158, 932]
- pages-text: ಪುಟ-8: [937, 259, 977, 277]
- registration-dot-icon: [768, 2402, 785, 2419]
- quantum-title: ಕ್ವಾಂಟಮ್ ಸಮ್ಮೇಳನ: [426, 2257, 587, 2317]
- timetable-date: ಮಾರ್ಚ್.02:: [1021, 794, 1158, 814]
- crime-body-1: ವಿದ್ಯಾರ್ಥಿನಿಯೊಬ್ಬಳ ಮೇಲೆ ಬಲವಂತವಾಗಿ ಅತ್ಯಾಚಾರ ಮಾಡಿದ್ದಲ್ಲದೆ ಹೆಣ್ಣಿನ ಬಗ್ಗೆ ಚಿತ್ರೀಕರಣ ಮಾಡಿಕೊಂಡು ಸಾಮಾಜಿಕ ಜಾಲತಾಣದಲ್ಲಿ ವೈರಲ್ ಮಾಡುವುದಾಗಿ ಬೆದರಿಸಿ ನಿರಂತರ ಅತ್ಯಾಚಾರ ಮಾಡಿದ್ದ ಪ್ರಕರಣಕ್ಕೆ ಸಂಬಂಧಿಸಿದಂತೆ ಆರೋಪಿ ಶಿಕ್ಷಕನಿಗೆ ಸ್ಥಳೀಯ ಜಿಲ್ಲಾ ಮತ್ತು ಸತ್ರ ನ್ಯಾಯಾಲಯ ಜೀವಾವಧಿ ಶಿಕ್ಷೆ ನೀಡಿ ತೀರ್ಪು ಪ್ರಕಟಿಸಿದೆ. ಸಿಂಧನೂರು ತಾಲ್ಲೂಕಿನ ಸಿಂಗಾಪುರದ: [8, 1294, 163, 1511]
- ad-banner-b: ಸಾಧನೆ: [981, 1673, 1130, 1715]
- timetable-subjects: ಹಿಂದೂಸ್ತಾನಿಸಂಗೀತ, ಎಲೆಕ್ಟ್ರಾನಿಕ್ಸ್ ಮತ್ತು ಯಂತ್ರಾಂಶ, ಉಡುಪುಗಳ ತಯಾರಿಕೆ ಮತ್ತು ವಸ್ತ್ರ ವಿನ್ಯಾಸ ಗ್ರಾಹಕ ಎಲೆಕ್ಟ್ರಾನಿಕ್ ವಸ್ತುಗಳು, ಮಾಹಿತಿ ತಂತ್ರಜ್ಞಾನ, ರಿಟೇಲ್, ಆಟೋಮೊಬೈಲ್, ಆರೋಗ್ಯ ರಕ್ಷಣೆ, ಬ್ಯೂಟಿ ಅಂಡ್ ವೆಲ್‌ನೆಸ್: [1158, 1050, 1506, 1110]
- puc-col-2: [1331, 561, 1507, 710]
- emblem-text: ESHANYA TIMES: [614, 143, 721, 158]
- raman-name: ಸರ್ ಸಿ.ವಿ. ರಾಮನ್: [451, 1888, 515, 1899]
- cartoon-box: [8, 710, 247, 1187]
- issue-text: Issue: 036: [92, 259, 182, 277]
- side-line: ಕೆ.ಜೆ.ಜಾರ್ಜ್: [1276, 177, 1357, 197]
- ad-card: [426, 2067, 629, 2234]
- market-label: ನಿಫ್ಟಿ- 50: [207, 2368, 257, 2385]
- market-label: ಚಿನ್ನ 22 ಕ್ಯಾರೆಟ್: [726, 2368, 811, 2385]
- timetable-row: [1021, 893, 1506, 913]
- timetable-subjects: ಇಂಗ್ಲಿಷ್: [1158, 814, 1506, 834]
- science-day-body: ಇಂದಿನ ಆಧುನಿಕ ಯುಗದಲ್ಲಿ ವಿಜ್ಞಾನ ಹಾಗೂ ತಂತ್ರಜ್ಞಾನ ಮನುಷ್ಯನ ಬದುಕಿನ ಅವಿಭಾಜ್ಯ ಅಂಗವಾಗಿದೆ. ಉಳಿಮೆಯಿಂದ ಉಪಗ್ರಹದವರೆಗೆ ವಿವಿಧ ಕ್ಷೇತ್ರಗಳಲ್ಲಿ ಹೊಸ ಆವಿಷ್ಕಾರಗಳು ಸಂಭವಿಸುತ್ತಿವೆ. ಸರ್ ಸಿ.ವಿ. ರಾಮನ್ ಅವರ ರಾಮನ್ ಪರಿಣಾಮದ ಆವಿಷ್ಕಾರದ ನೆನಪಿಗಾಗಿ ರಾಷ್ಟ್ರೀಯ ವಿಜ್ಞಾನ ದಿನ ಆಚರಿಸಲಾಗುತ್ತದೆ.: [540, 1818, 1095, 1871]
- timetable-date: ಮಾರ್ಚ್.07:: [1021, 893, 1158, 913]
- protest-col: [519, 1282, 769, 1539]
- ad-card-body: ವಿದ್ಯಾರ್ಥಿಗಳಲ್ಲಿ ವೈಜ್ಞಾನಿಕ ಆಸಕ್ತಿ ಬೆಳೆಸಲು ಶಾಲೆಗಳಿಗೆ ದೂರದರ್ಶಕಗಳನ್ನು ವಿತರಿಸಲಾಗಿದೆ.: [641, 2116, 832, 2145]
- price-text: ₹ 3.00: [1022, 259, 1077, 277]
- side-line: ಹಗಲು 7 ಗಂಟೆ: [1276, 115, 1371, 135]
- signatory-2-role: ನಿರ್ದೇಶಕರು, ವಿಜ್ಞಾನ ಮತ್ತು ತಂತ್ರಜ್ಞಾನ ಇಲಾಖೆ: [1255, 2334, 1384, 2343]
- raman-photo: [432, 1780, 528, 1906]
